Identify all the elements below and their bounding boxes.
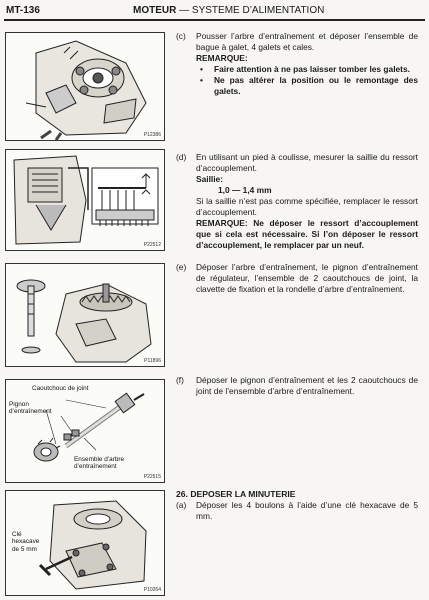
step-letter: (a) [176, 500, 187, 510]
step-text: Déposer le pignon d’entraînement et les 2 caoutchoucs de joint de l’ensemble d’arbre d’entraînement. [196, 375, 418, 396]
remark-text: Ne déposer le ressort d’accouplement que si cela est nécessaire. Si l’on déposer le ressort d’accouplement, le remplacer par un neuf. [196, 218, 419, 250]
figure-drive-shaft-removal [5, 263, 165, 367]
figure-code: P11896 [144, 358, 161, 364]
remark-bullet: • Ne pas altérer la position ou le remontage des galets. [196, 75, 418, 97]
label-cle [12, 531, 39, 553]
step-text: Déposer l’arbre d’entraînement, le pignon d’entraînement de régulateur, l’ensemble de 2 caoutchoucs de joint, la clavette de fixation et la rondelle d’arbre d’entraînement. [196, 262, 418, 294]
label-cle-line2: hexacave [12, 538, 40, 546]
label-ensemble-line1: Ensemble d’arbre [74, 456, 125, 463]
label-ensemble-line2: d’entraînement [74, 463, 117, 471]
figure-timer-removal [5, 490, 165, 596]
figure-code: P22515 [143, 474, 161, 480]
spec-label: Saillie: [196, 174, 223, 184]
figure-roller-removal [5, 32, 165, 141]
label-pignon [9, 401, 52, 416]
illustration-injection-pump-rollers [6, 33, 164, 140]
illustration-drive-shaft [6, 264, 164, 366]
subsection-title: SYSTEME D’ALIMENTATION [191, 5, 325, 16]
step-text: Déposer les 4 boulons à l’aide d’une clé hexacave de 5 mm. [196, 500, 418, 521]
section-26 [176, 489, 421, 524]
title-separator: — [179, 5, 190, 16]
step-text: En utilisant un pied à coulisse, mesurer la saillie du ressort d’accouplement. [196, 152, 418, 173]
label-ensemble [74, 456, 124, 471]
page-header [4, 4, 425, 20]
spec-note: Si la saillie n’est pas comme spécifiée, remplacer le ressort d’accouplement. [196, 196, 418, 217]
remark [196, 218, 418, 251]
header-title [133, 5, 324, 16]
step-letter: (f) [176, 375, 184, 385]
remark-label: REMARQUE: [196, 218, 248, 228]
section-heading: 26. DEPOSER LA MINUTERIE [176, 489, 296, 499]
step-letter: (d) [176, 152, 187, 162]
step-letter: (e) [176, 262, 187, 272]
figure-code: P22512 [143, 242, 161, 248]
remark-label: REMARQUE: [196, 53, 248, 63]
remark-bullet: • Faire attention à ne pas laisser tomber les galets. [196, 64, 418, 75]
figure-code: P12386 [143, 132, 161, 138]
label-caoutchouc: Caoutchouc de joint [32, 385, 89, 392]
figure-drive-shaft-assembly [5, 379, 165, 483]
step-text: Pousser l’arbre d’entraînement et déposer l’ensemble de bague à galet, 4 galets et cales. [196, 31, 418, 52]
step-letter: (c) [176, 31, 186, 41]
header-rule [4, 19, 425, 21]
label-pignon-line1: Pignon [9, 401, 29, 408]
figure-spring-measurement [5, 149, 165, 251]
illustration-caliper-measurement [6, 150, 164, 250]
spec-value: 1,0 — 1,4 mm [218, 185, 272, 195]
page-number: MT-136 [6, 5, 40, 16]
section-title: MOTEUR [133, 5, 177, 16]
label-cle-line1: Clé [12, 531, 22, 538]
figure-code: P10264 [143, 587, 161, 593]
label-cle-line3: de 5 mm [12, 545, 37, 553]
label-pignon-line2: d’entraînement [9, 408, 52, 416]
